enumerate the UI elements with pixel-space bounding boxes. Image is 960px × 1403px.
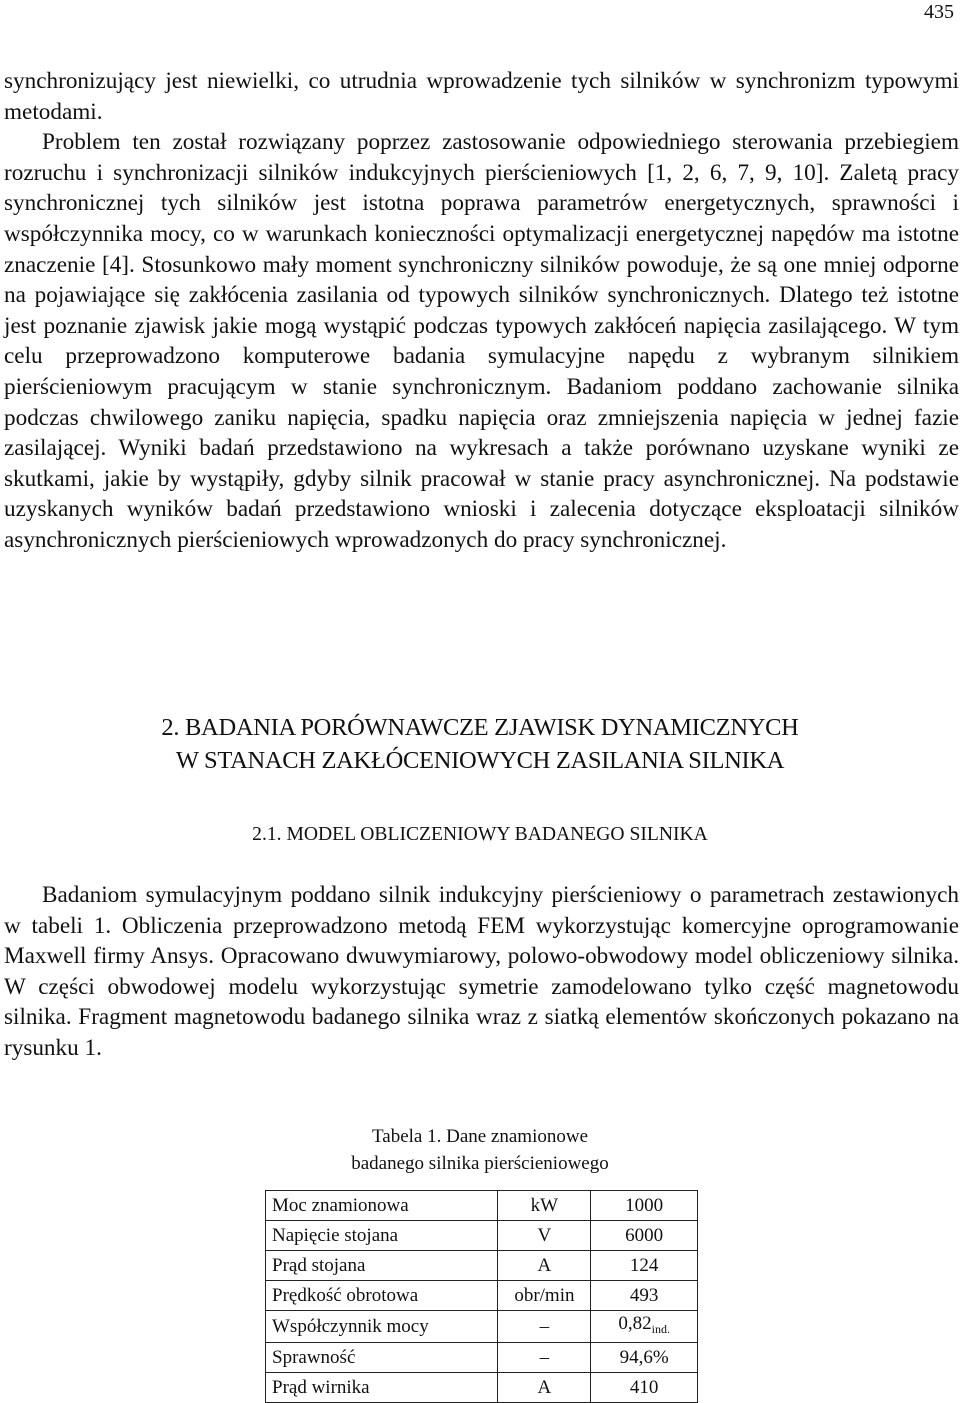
table-caption-line-2: badanego silnika pierścieniowego: [351, 1153, 609, 1174]
parameter-name: Moc znamionowa: [266, 1191, 498, 1221]
parameter-name: Sprawność: [266, 1343, 498, 1373]
subsection-heading: 2.1. MODEL OBLICZENIOWY BADANEGO SILNIKA: [252, 824, 708, 845]
parameter-value-text: 94,6%: [619, 1346, 669, 1368]
parameter-value-text: 493: [629, 1284, 659, 1306]
table-row: [266, 1281, 698, 1311]
parameter-value: [591, 1373, 698, 1403]
motor-parameters-table: [265, 1190, 698, 1403]
parameter-value-text: 6000: [625, 1224, 664, 1246]
parameter-unit: A: [498, 1373, 591, 1403]
parameter-value-text: 410: [629, 1376, 659, 1398]
table-caption-line-1: Tabela 1. Dane znamionowe: [371, 1126, 589, 1147]
parameter-name: Prąd stojana: [266, 1251, 498, 1281]
paragraph-problem: Problem ten został rozwiązany poprzez zastosowanie odpowiedniego sterowania przebiegiem rozruchu i synchronizacji silników indukcyjnych pierścieniowych [1, 2, 6, 7, 9, 10]. Zaletą pracy synchronicznej tych silników jest istotna poprawa parametrów energetycznych, sprawności i współczynnika mocy, co w warunkach konieczności optymalizacji energetycznej napędów ma istotne znaczenie [4]. Stosunkowo mały moment synchroniczny silników powoduje, że są one mniej odporne na pojawiające się zakłócenia zasilania od typowych silników synchronicznych. Dlatego też istotne jest poznanie zjawisk jakie mogą wystąpić podczas typowych zakłóceń napięcia zasilającego. W tym celu przeprowadzono komputerowe badania symulacyjne napędu z wybranym silnikiem pierścieniowym pracującym w stanie synchronicznym. Badaniom poddano zachowanie silnika podczas chwilowego zaniku napięcia, spadku napięcia oraz zmniejszenia napięcia w jednej fazie zasilającej. Wyniki badań przedstawiono na wykresach a także porównano uzyskane wyniki ze skutkami, jakie by wystąpiły, gdyby silnik pracował w stanie pracy asynchronicznej. Na podstawie uzyskanych wyników badań przedstawiono wnioski i zalecenia dotyczące eksploatacji silników asynchronicznych pierścieniowych wprowadzonych do pracy synchronicznej.: [4, 129, 959, 553]
parameter-unit: obr/min: [498, 1281, 591, 1311]
model-text-block: [4, 880, 959, 1064]
parameter-value: [591, 1281, 698, 1311]
intro-text-block: [4, 66, 959, 556]
parameter-value: [591, 1311, 698, 1343]
table-row: [266, 1251, 698, 1281]
section-heading: [0, 711, 960, 777]
parameter-value-text: 1000: [625, 1194, 664, 1216]
parameter-unit: kW: [498, 1191, 591, 1221]
table-row: [266, 1373, 698, 1403]
table-row: [266, 1343, 698, 1373]
parameter-value-text: 124: [629, 1254, 659, 1276]
section-heading-line-2: W STANACH ZAKŁÓCENIOWYCH ZASILANIA SILNIKA: [175, 747, 785, 774]
parameter-unit: V: [498, 1221, 591, 1251]
table-row: [266, 1191, 698, 1221]
parameter-value-text: 0,82: [618, 1313, 652, 1334]
parameter-name: Współczynnik mocy: [266, 1311, 498, 1343]
parameter-value: [591, 1251, 698, 1281]
parameter-name: Prędkość obrotowa: [266, 1281, 498, 1311]
paragraph-model: Badaniom symulacyjnym poddano silnik indukcyjny pierścieniowy o parametrach zestawionych w tabeli 1. Obliczenia przeprowadzono metodą FEM wykorzystując komercyjne oprogramowanie Maxwell firmy Ansys. Opracowano dwuwymiarowy, polowo-obwodowy model obliczeniowy silnika. W części obwodowej modelu wykorzystując symetrie zamodelowano tylko część magnetowodu silnika. Fragment magnetowodu badanego silnika wraz z siatką elementów skończonych pokazano na rysunku 1.: [4, 882, 959, 1061]
parameter-name: Prąd wirnika: [266, 1373, 498, 1403]
section-heading-line-1: 2. BADANIA PORÓWNAWCZE ZJAWISK DYNAMICZNYCH: [161, 714, 799, 741]
table-row: [266, 1311, 698, 1343]
parameter-value: [591, 1191, 698, 1221]
parameter-unit: –: [498, 1311, 591, 1343]
table-row: [266, 1221, 698, 1251]
parameter-value: [591, 1343, 698, 1373]
parameter-value: [591, 1221, 698, 1251]
parameter-name: Napięcie stojana: [266, 1221, 498, 1251]
parameter-unit: –: [498, 1343, 591, 1373]
parameter-unit: A: [498, 1251, 591, 1281]
table-caption: [0, 1123, 960, 1177]
paragraph-continuation: synchronizujący jest niewielki, co utrudnia wprowadzenie tych silników w synchronizm typowymi metodami.: [4, 68, 959, 125]
parameter-value-subscript: ind.: [651, 1322, 670, 1336]
page-number: 435: [924, 1, 954, 23]
